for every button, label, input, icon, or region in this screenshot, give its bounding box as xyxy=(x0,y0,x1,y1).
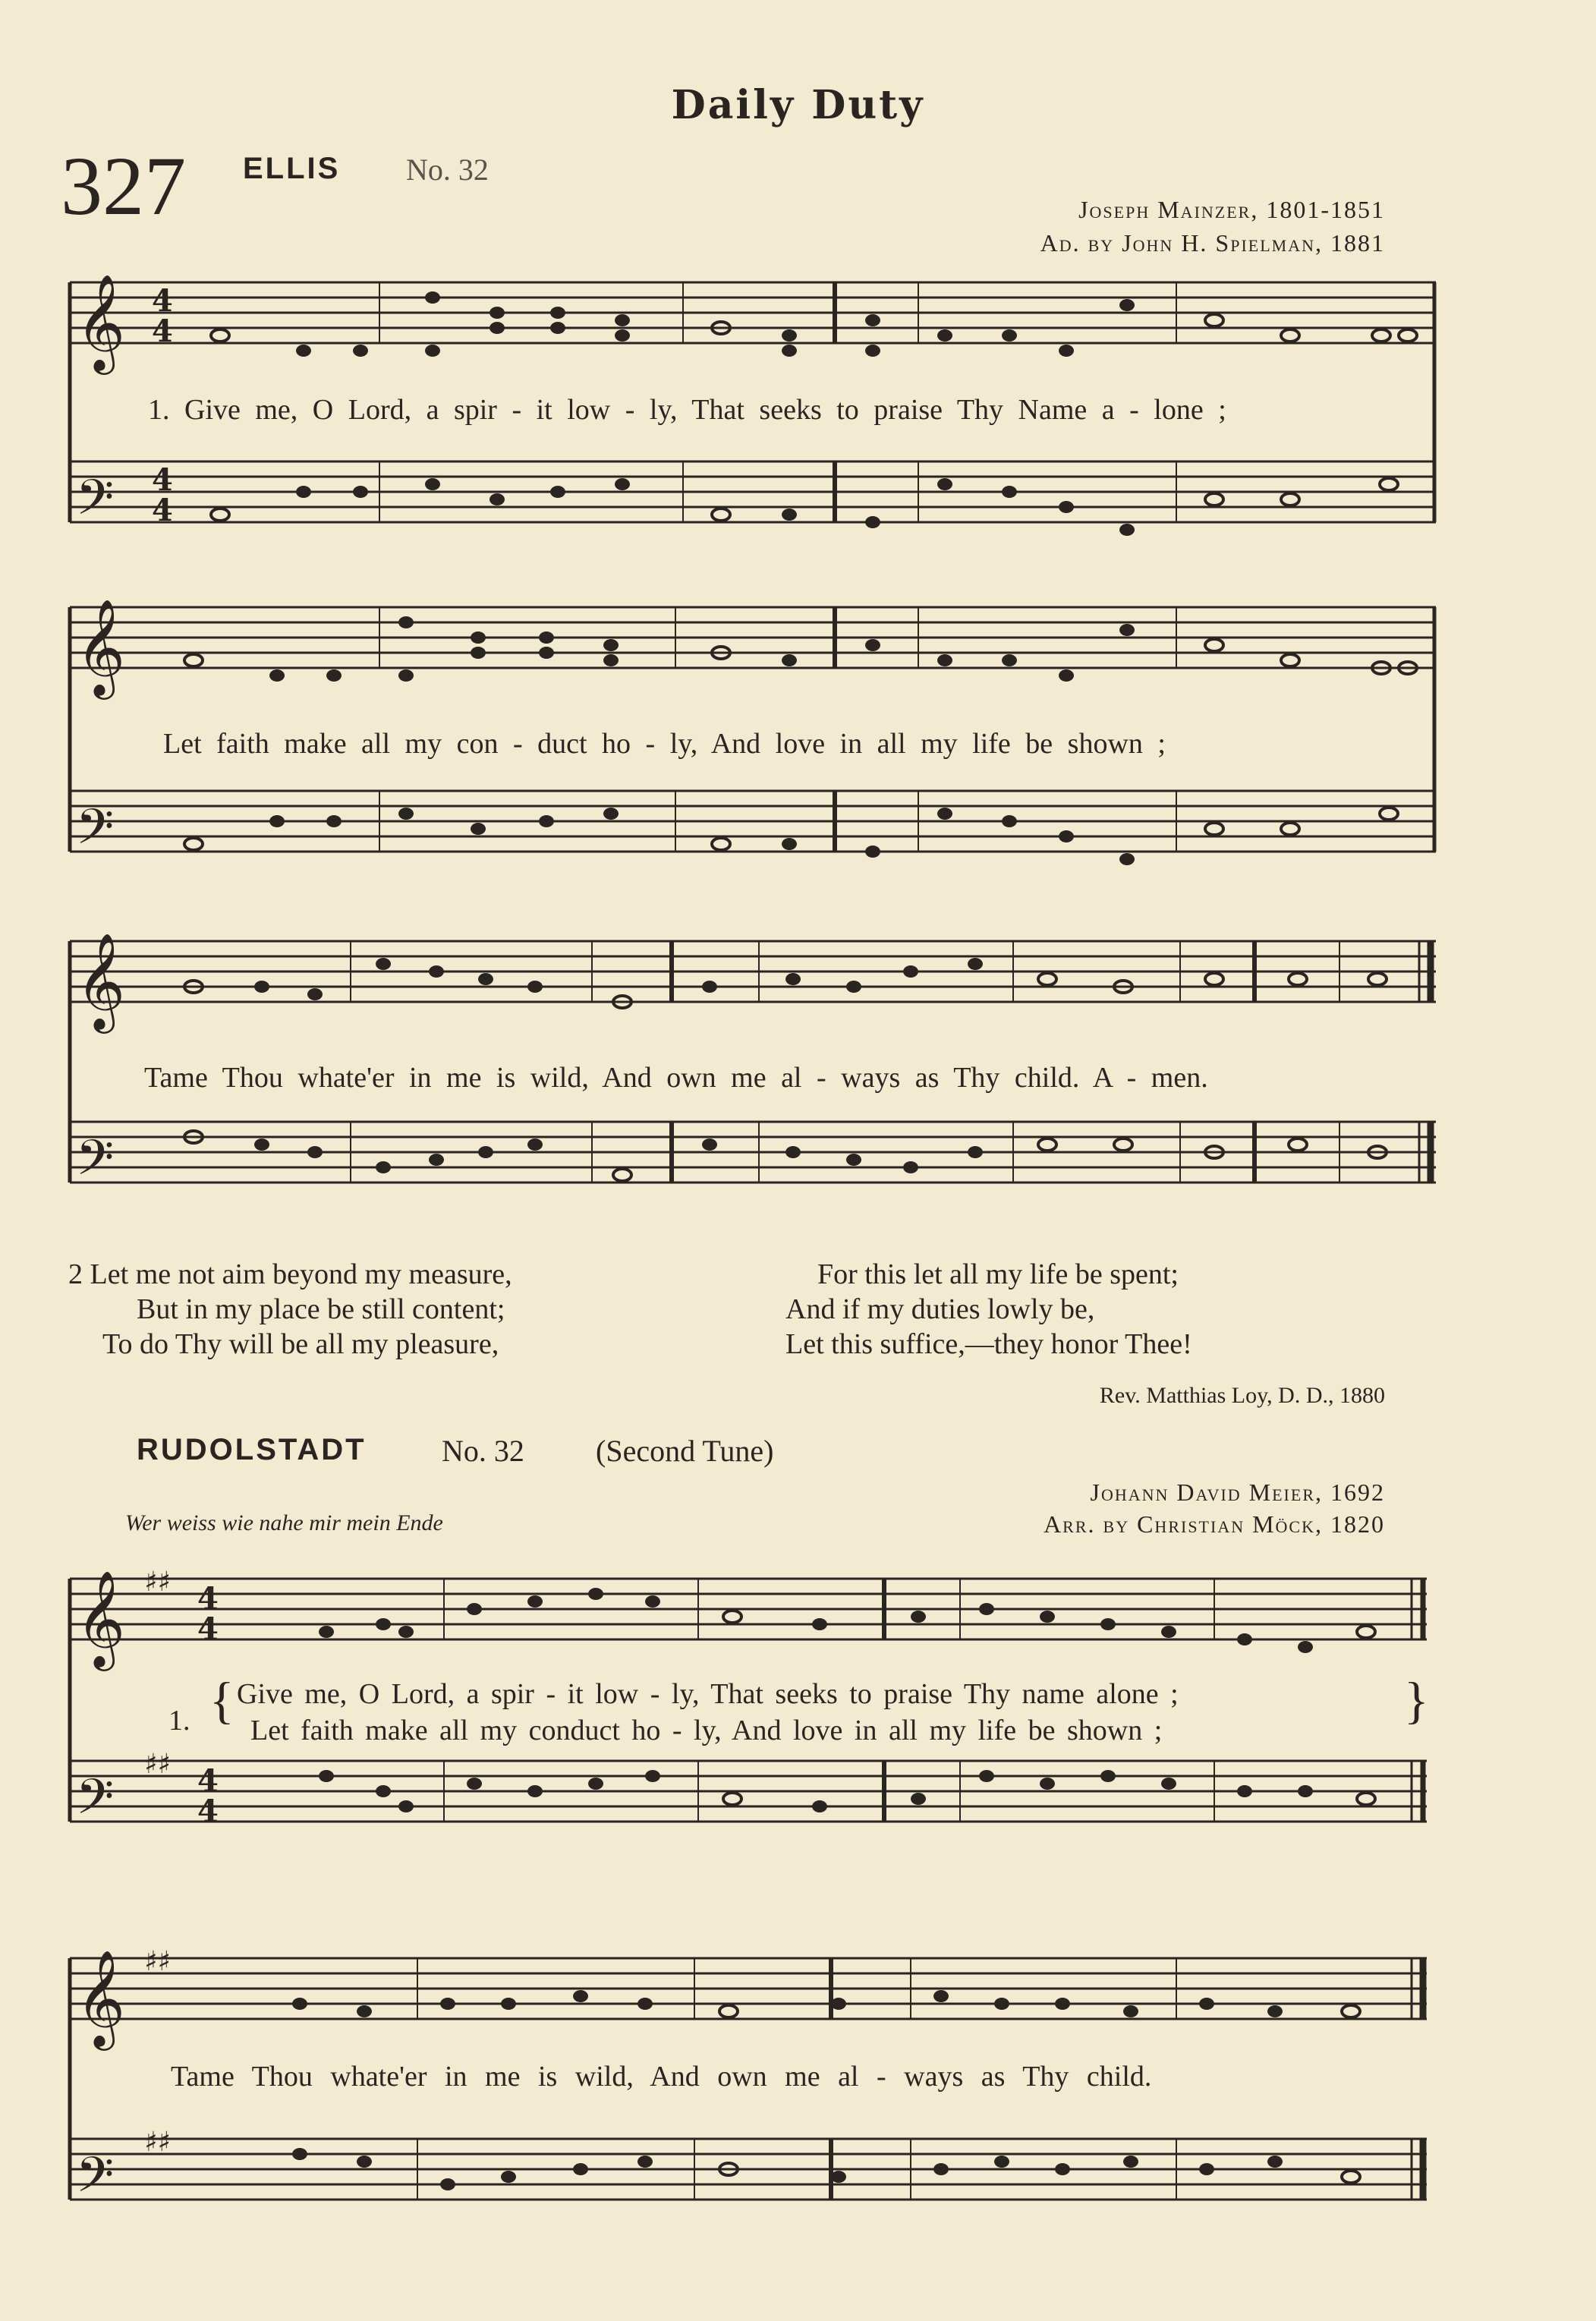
arranger-credit: Ad. by John H. Spielman, 1881 xyxy=(1040,229,1385,257)
svg-text:4: 4 xyxy=(197,1611,219,1647)
svg-text:𝄢: 𝄢 xyxy=(76,1130,115,1198)
left-brace: { xyxy=(209,1671,235,1729)
tune-name-ellis: ELLIS xyxy=(243,152,341,185)
svg-text:𝄢: 𝄢 xyxy=(76,1769,115,1838)
ellis-sys1-bass xyxy=(70,461,1436,522)
svg-text:♯♯: ♯♯ xyxy=(144,1945,171,1977)
verse-2-line-2: But in my place be still content; xyxy=(137,1293,505,1325)
svg-text:𝄢: 𝄢 xyxy=(76,2147,115,2216)
tune-meter-ellis: No. 32 xyxy=(406,153,489,187)
verse-2-line-3: To do Thy will be all my pleasure, xyxy=(102,1328,499,1360)
tune-name-rudolstadt: RUDOLSTADT xyxy=(137,1433,367,1466)
verse-2-right xyxy=(785,1257,1192,1362)
hymn-number: 327 xyxy=(61,140,186,232)
composer-credit: Joseph Mainzer, 1801-1851 xyxy=(1078,196,1385,223)
svg-text:4: 4 xyxy=(152,313,173,349)
rudolstadt-composer: Johann David Meier, 1692 xyxy=(1090,1479,1385,1506)
rudolstadt-lyric-line-3: Tame Thou whate'er in me is wild, And own me al - ways as Thy child. xyxy=(171,2061,1152,2093)
german-incipit: Wer weiss wie nahe mir mein Ende xyxy=(125,1510,443,1535)
svg-text:4: 4 xyxy=(152,493,173,528)
verse-2-line-1: 2 Let me not aim beyond my measure, xyxy=(68,1258,512,1290)
verse-2-line-6: Let this suffice,—they honor Thee! xyxy=(785,1328,1192,1360)
rudolstadt-lyric-line-2: Let faith make all my conduct ho - ly, And love in all my life be shown ; xyxy=(250,1715,1163,1746)
rudolstadt-verse-number: 1. xyxy=(168,1705,190,1737)
author-credit: Rev. Matthias Loy, D. D., 1880 xyxy=(1099,1383,1385,1408)
section-title: Daily Duty xyxy=(671,82,925,128)
svg-text:♯♯: ♯♯ xyxy=(144,2126,171,2158)
svg-text:4: 4 xyxy=(197,1763,219,1799)
second-tune-label: (Second Tune) xyxy=(596,1434,774,1468)
rudolstadt-arranger: Arr. by Christian Möck, 1820 xyxy=(1044,1510,1385,1538)
rudolstadt-lyric-line-1: Give me, O Lord, a spir - it low - ly, That seeks to praise Thy name alone ; xyxy=(237,1678,1179,1710)
right-brace: } xyxy=(1404,1671,1429,1729)
svg-text:4: 4 xyxy=(152,462,173,498)
svg-text:𝄞: 𝄞 xyxy=(76,1570,126,1667)
svg-text:𝄞: 𝄞 xyxy=(76,932,126,1029)
verse-2-left xyxy=(68,1257,512,1362)
svg-text:𝄢: 𝄢 xyxy=(76,470,115,538)
svg-text:4: 4 xyxy=(197,1581,219,1617)
svg-text:♯♯: ♯♯ xyxy=(144,1748,171,1780)
ellis-lyric-line-2: Let faith make all my con - duct ho - ly, And love in all my life be shown ; xyxy=(163,728,1166,760)
ellis-lyric-line-3: Tame Thou whate'er in me is wild, And own me al - ways as Thy child. A - men. xyxy=(144,1062,1208,1094)
verse-2-line-5: And if my duties lowly be, xyxy=(785,1293,1095,1325)
svg-text:𝄞: 𝄞 xyxy=(76,1949,126,2046)
tune-meter-rudolstadt: No. 32 xyxy=(442,1434,524,1468)
svg-text:♯♯: ♯♯ xyxy=(144,1566,171,1598)
ellis-sys1-treble xyxy=(70,282,1436,343)
svg-text:4: 4 xyxy=(197,1794,219,1829)
svg-text:𝄞: 𝄞 xyxy=(76,598,126,695)
svg-text:𝄢: 𝄢 xyxy=(76,799,115,868)
verse-2-line-4: For this let all my life be spent; xyxy=(817,1258,1179,1290)
svg-text:𝄞: 𝄞 xyxy=(76,273,126,370)
ellis-lyric-line-1: 1. Give me, O Lord, a spir - it low - ly, That seeks to praise Thy Name a - lone ; xyxy=(148,394,1226,426)
svg-text:4: 4 xyxy=(152,283,173,319)
